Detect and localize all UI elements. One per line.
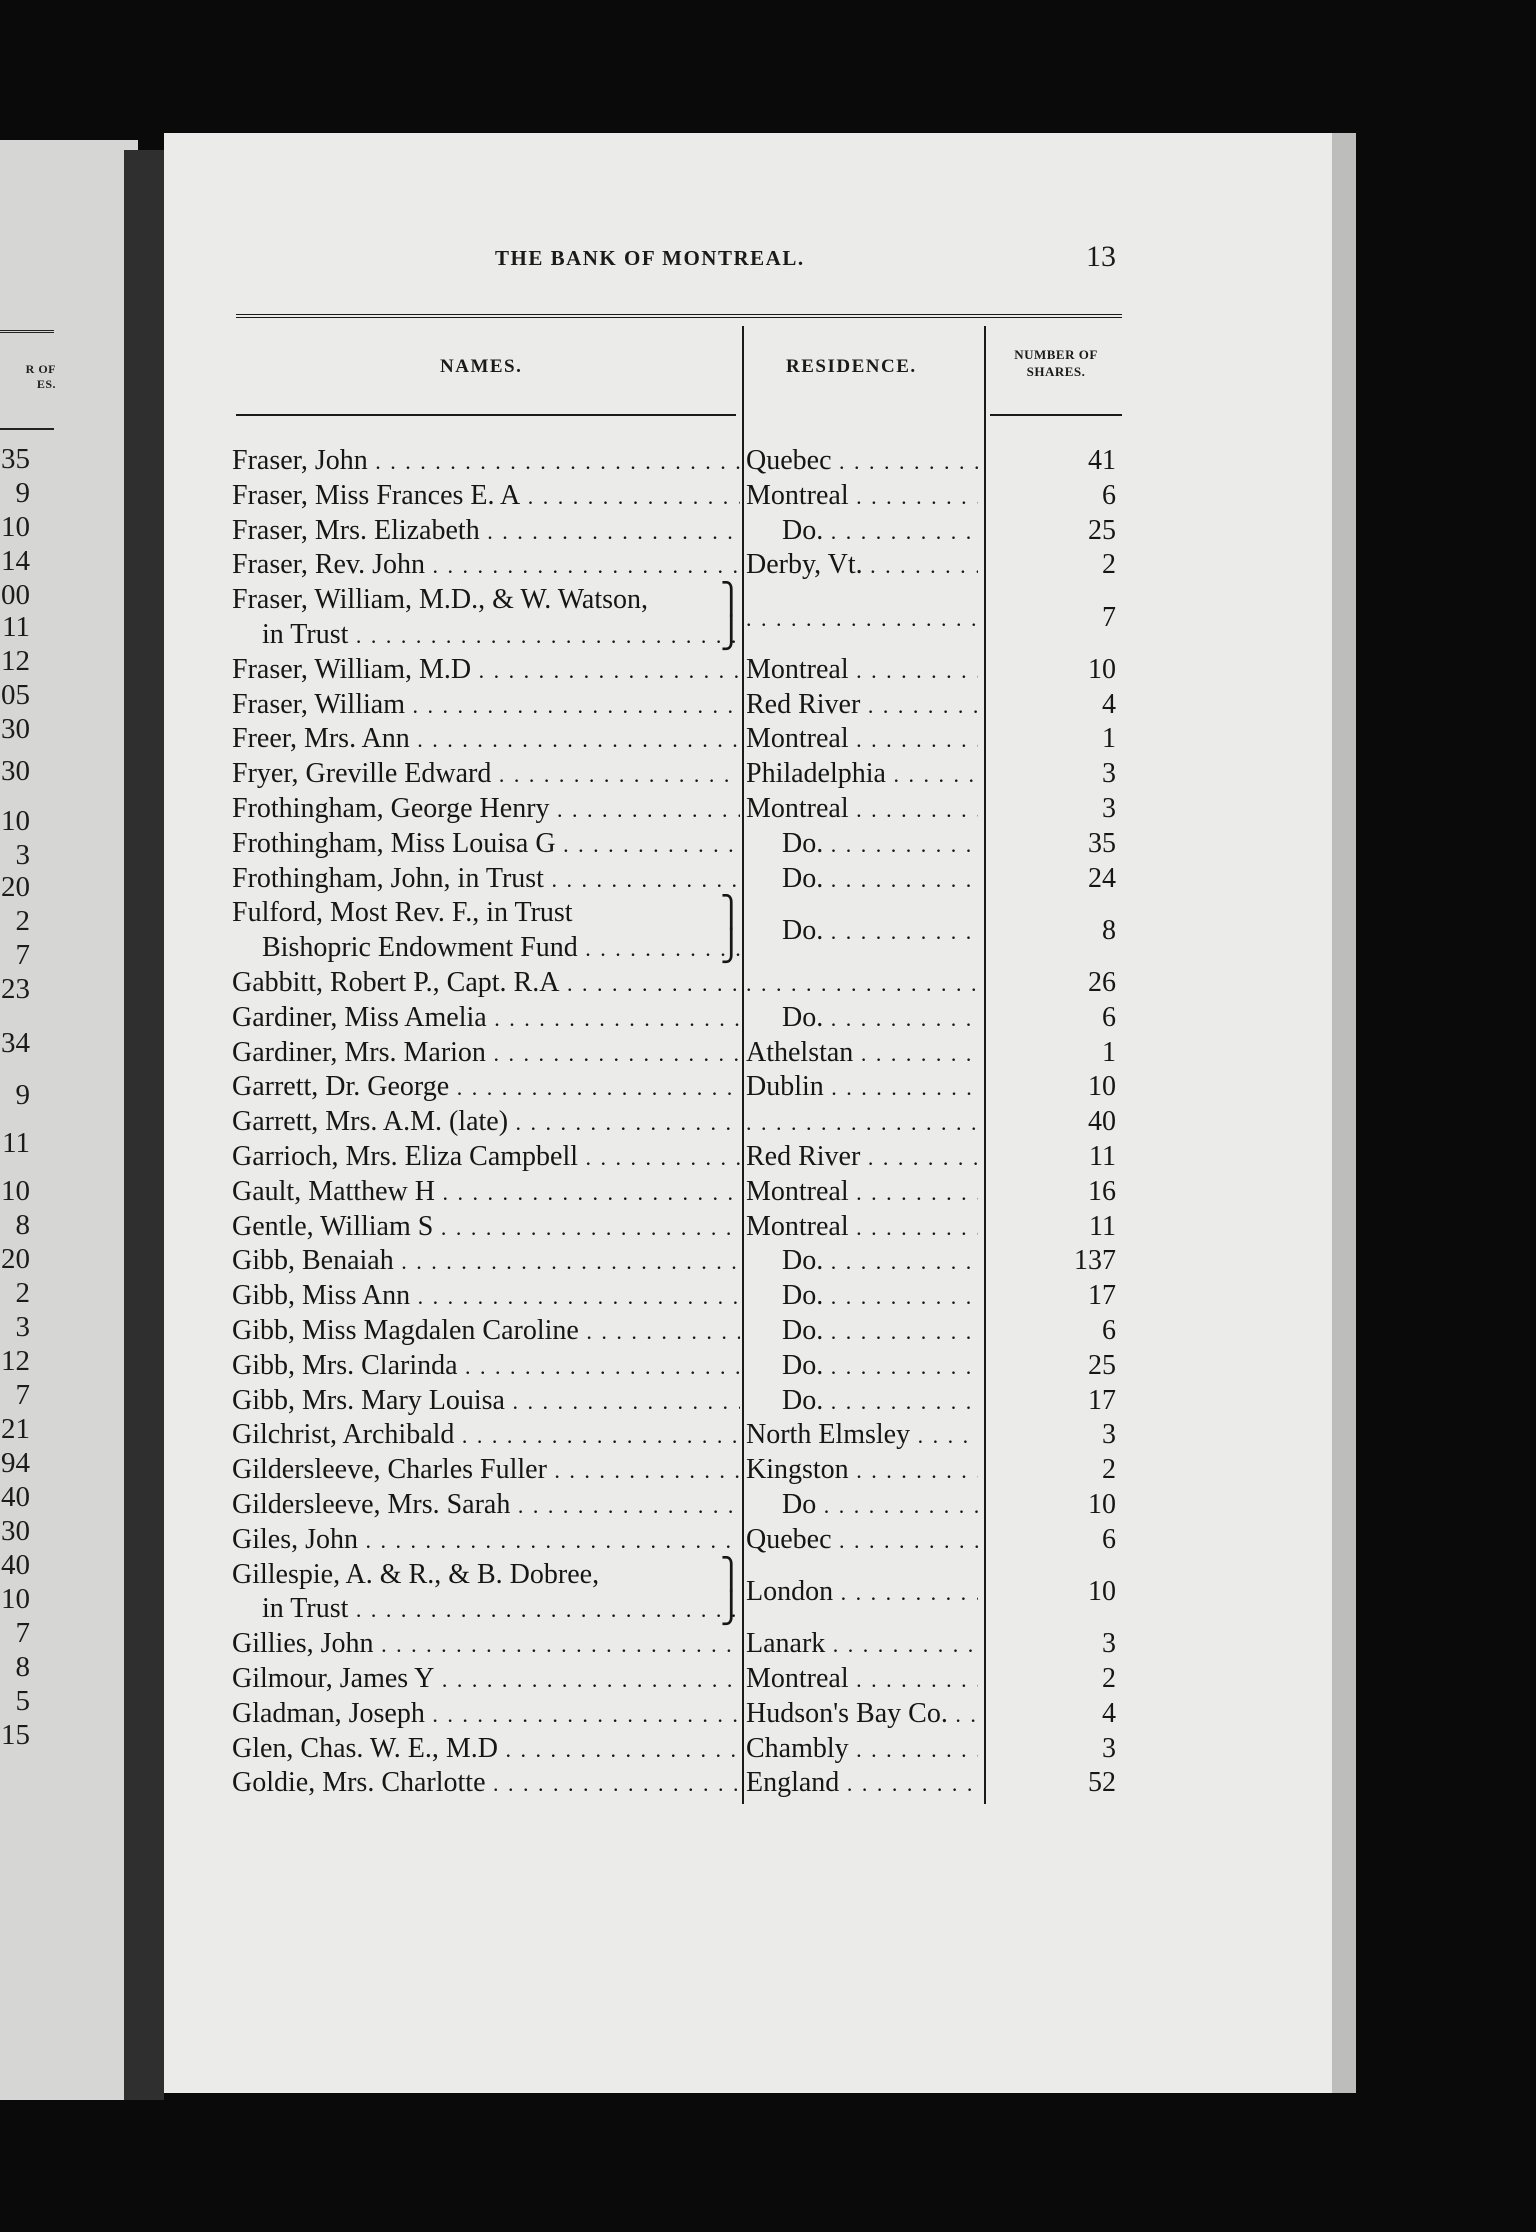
column-header-shares-line: SHARES. (1026, 364, 1086, 379)
shareholder-residence: Do. . . . (746, 827, 978, 862)
number-of-shares: 3 (1102, 793, 1116, 824)
number-of-shares: 10 (1088, 1071, 1116, 1103)
previous-page-share-count: 20 (1, 1243, 30, 1275)
previous-page-share-count: 7 (15, 939, 30, 971)
shareholder-residence: Montreal . . . (746, 1662, 978, 1697)
number-of-shares: 17 (1088, 1280, 1116, 1312)
shareholder-name: Freer, Mrs. Ann . . . (232, 722, 740, 757)
shareholder-name: Gibb, Mrs. Clarinda . . . (232, 1349, 740, 1384)
ledger-row (232, 688, 1116, 723)
number-of-shares: 4 (1102, 1697, 1116, 1729)
shareholder-name: Fraser, William, M.D . . . (232, 653, 740, 688)
previous-page-share-count: 40 (1, 1481, 30, 1513)
ledger-row (232, 966, 1116, 1001)
previous-page-share-count: 7 (15, 1617, 30, 1649)
number-of-shares: 2 (1102, 1454, 1116, 1486)
ledger-row (232, 862, 1116, 897)
number-of-shares: 10 (1088, 1489, 1116, 1520)
shareholder-name: Fulford, Most Rev. F., in Trust (232, 897, 573, 929)
number-of-shares: 7 (1102, 601, 1116, 633)
previous-page-share-count: 21 (1, 1413, 30, 1445)
number-of-shares: 1 (1102, 1036, 1116, 1068)
previous-page-share-count: 10 (1, 511, 30, 543)
number-of-shares: 6 (1102, 1315, 1116, 1346)
ledger-row (232, 1557, 1116, 1628)
previous-page-share-count: 20 (1, 871, 30, 903)
number-of-shares: 1 (1102, 723, 1116, 755)
number-of-shares: 17 (1088, 1384, 1116, 1416)
ledger-row (232, 1488, 1116, 1523)
previous-page-share-count: 10 (1, 805, 30, 837)
number-of-shares: 10 (1088, 1575, 1116, 1607)
previous-page-header-line: R OF (25, 362, 56, 376)
number-of-shares: 16 (1088, 1175, 1116, 1207)
shareholder-residence (746, 966, 978, 1001)
number-of-shares: 3 (1102, 758, 1116, 790)
page-number: 13 (1086, 240, 1116, 273)
shareholder-name: Gillies, John . . . (232, 1627, 740, 1662)
shareholder-name: Gladman, Joseph . . . (232, 1697, 740, 1732)
ledger-row (232, 1036, 1116, 1071)
ledger-row (232, 1140, 1116, 1175)
shareholder-residence: Kingston . . . (746, 1453, 978, 1488)
shareholder-residence: Athelstan . . . (746, 1036, 978, 1071)
shareholder-residence: Do. . . . (746, 862, 978, 897)
shareholder-name: Gabbitt, Robert P., Capt. R.A . . . (232, 966, 740, 1001)
shareholder-name: Gibb, Mrs. Mary Louisa . . . (232, 1384, 740, 1419)
ledger-row (232, 583, 1116, 653)
number-of-shares: 26 (1088, 967, 1116, 998)
shareholder-residence: Do. . . . (746, 1244, 978, 1279)
ledger-row (232, 514, 1116, 549)
shareholder-name: Fraser, John . . . (232, 444, 740, 479)
header-bottom-rule (236, 414, 736, 416)
previous-page-share-count: 15 (1, 1719, 30, 1751)
number-of-shares: 25 (1088, 514, 1116, 546)
shareholder-residence: Montreal . . . (746, 1175, 978, 1210)
header-top-rule (236, 314, 1122, 318)
ledger-row (232, 1523, 1116, 1558)
shareholder-name: Giles, John . . . (232, 1523, 740, 1558)
previous-page-share-count: 12 (1, 645, 30, 677)
ledger-row (232, 1732, 1116, 1767)
ledger-row (232, 1662, 1116, 1697)
previous-page-share-count: 3 (15, 839, 30, 871)
previous-page-header-line: ES. (36, 377, 56, 391)
page-edge (1332, 133, 1356, 2093)
shareholder-residence: Dublin . . . (746, 1070, 978, 1105)
previous-page-share-count: 10 (1, 1175, 30, 1207)
shareholder-name: Garrett, Mrs. A.M. (late) . . . (232, 1105, 740, 1140)
shareholder-residence: Do. . . . (746, 1349, 978, 1384)
previous-page (0, 140, 138, 2100)
shareholder-residence: Montreal . . . (746, 1210, 978, 1245)
shareholder-residence: Montreal . . . (746, 479, 978, 514)
shareholder-name: Goldie, Mrs. Charlotte . . . (232, 1766, 740, 1801)
shareholder-name-continued: in Trust . . . (232, 1592, 740, 1627)
shareholder-name: Frothingham, Miss Louisa G . . . (232, 827, 740, 862)
shareholder-name: Fraser, Miss Frances E. A . . . (232, 479, 740, 514)
previous-page-share-count: 35 (1, 443, 30, 475)
ledger-row (232, 1418, 1116, 1453)
book-gutter (124, 150, 164, 2100)
shareholder-residence: London . . . (746, 1575, 978, 1610)
shareholder-residence: Do. . . . (746, 1001, 978, 1036)
shareholder-residence: Quebec . . . (746, 444, 978, 479)
shareholder-residence: Do . . . (746, 1488, 978, 1523)
previous-page-share-count: 23 (1, 973, 30, 1005)
shareholder-residence: Montreal . . . (746, 653, 978, 688)
previous-page-share-count: 11 (2, 1127, 30, 1159)
previous-page-share-count: 8 (15, 1209, 30, 1241)
shareholder-residence: Hudson's Bay Co. . . . (746, 1697, 978, 1732)
previous-page-share-count: 05 (1, 679, 30, 711)
ledger-row (232, 1766, 1116, 1801)
shareholder-residence: North Elmsley . . . (746, 1418, 978, 1453)
ledger-row (232, 1349, 1116, 1384)
number-of-shares: 41 (1088, 445, 1116, 476)
previous-page-share-count: 30 (1, 1515, 30, 1547)
shareholder-name: Fryer, Greville Edward . . . (232, 757, 740, 792)
ledger-row (232, 722, 1116, 757)
ledger-row (232, 653, 1116, 688)
number-of-shares: 137 (1074, 1245, 1116, 1277)
shareholder-residence: Lanark . . . (746, 1627, 978, 1662)
shareholder-name: Gildersleeve, Charles Fuller . . . (232, 1453, 740, 1488)
shareholder-name-continued: Bishopric Endowment Fund . . . (232, 931, 740, 966)
shareholder-name: Gibb, Miss Magdalen Caroline . . . (232, 1314, 740, 1349)
previous-page-share-count: 94 (1, 1447, 30, 1479)
ledger-row (232, 896, 1116, 966)
number-of-shares: 6 (1102, 479, 1116, 511)
shareholder-residence (746, 601, 978, 636)
shareholder-name: Gibb, Benaiah . . . (232, 1244, 740, 1279)
number-of-shares: 11 (1089, 1141, 1116, 1172)
number-of-shares: 11 (1089, 1210, 1116, 1242)
header-bottom-rule-shares (990, 414, 1122, 416)
shareholder-residence: Do. . . . (746, 1314, 978, 1349)
number-of-shares: 6 (1102, 1523, 1116, 1555)
shareholder-name: Gardiner, Mrs. Marion . . . (232, 1036, 740, 1071)
number-of-shares: 25 (1088, 1349, 1116, 1381)
previous-page-top-rule (0, 330, 54, 333)
number-of-shares: 3 (1102, 1419, 1116, 1451)
shareholder-name: Glen, Chas. W. E., M.D . . . (232, 1732, 740, 1767)
previous-page-header-rule (0, 428, 54, 430)
ledger-row (232, 792, 1116, 827)
shareholder-name: Gardiner, Miss Amelia . . . (232, 1001, 740, 1036)
ledger-row (232, 1070, 1116, 1105)
shareholder-residence: Do. . . . (746, 1279, 978, 1314)
previous-page-share-count: 34 (1, 1027, 30, 1059)
shareholder-name: Gault, Matthew H . . . (232, 1175, 740, 1210)
ledger-row (232, 1453, 1116, 1488)
shareholder-residence: Do. . . . (746, 914, 978, 949)
previous-page-share-count: 8 (15, 1651, 30, 1683)
previous-page-share-count: 7 (15, 1379, 30, 1411)
brace-glyph: ⎫ ⎭ (720, 896, 743, 964)
ledger-row (232, 1384, 1116, 1419)
previous-page-share-count: 11 (2, 611, 30, 643)
previous-page-share-count: 2 (15, 905, 30, 937)
previous-page-share-count: 2 (15, 1277, 30, 1309)
brace-glyph: ⎫ ⎭ (720, 1557, 743, 1625)
shareholder-residence: Chambly . . . (746, 1732, 978, 1767)
ledger-row (232, 1279, 1116, 1314)
ledger-row (232, 1210, 1116, 1245)
number-of-shares: 4 (1102, 688, 1116, 720)
previous-page-column-header (0, 362, 56, 392)
previous-page-share-count: 12 (1, 1345, 30, 1377)
previous-page-share-count: 5 (15, 1685, 30, 1717)
number-of-shares: 3 (1102, 1628, 1116, 1660)
previous-page-share-count: 14 (1, 545, 30, 577)
shareholder-name-continued: in Trust . . . (232, 618, 740, 653)
brace-glyph: ⎫ ⎭ (720, 583, 743, 651)
previous-page-share-count: 40 (1, 1549, 30, 1581)
number-of-shares: 2 (1102, 1663, 1116, 1694)
shareholder-residence: Montreal . . . (746, 792, 978, 827)
shareholder-residence: Do. . . . (746, 1384, 978, 1419)
number-of-shares: 35 (1088, 827, 1116, 859)
number-of-shares: 6 (1102, 1001, 1116, 1033)
shareholder-name: Gentle, William S . . . (232, 1210, 740, 1245)
shareholder-name: Gilmour, James Y . . . (232, 1662, 740, 1697)
shareholder-residence: Quebec . . . (746, 1523, 978, 1558)
number-of-shares: 10 (1088, 653, 1116, 685)
shareholder-name: Fraser, Rev. John . . . (232, 548, 740, 583)
ledger-row (232, 1697, 1116, 1732)
ledger-row (232, 479, 1116, 514)
running-head: THE BANK OF MONTREAL. (495, 246, 805, 270)
shareholder-residence: Do. . . . (746, 514, 978, 549)
previous-page-share-count: 10 (1, 1583, 30, 1615)
shareholder-residence: Red River . . . (746, 1140, 978, 1175)
shareholder-name: Garrett, Dr. George . . . (232, 1070, 740, 1105)
shareholder-name: Gilchrist, Archibald . . . (232, 1418, 740, 1453)
shareholder-name: Gildersleeve, Mrs. Sarah . . . (232, 1488, 740, 1523)
shareholder-residence (746, 1105, 978, 1140)
shareholder-name: Gibb, Miss Ann . . . (232, 1279, 740, 1314)
ledger-row (232, 1001, 1116, 1036)
shareholder-name: Fraser, Mrs. Elizabeth . . . (232, 514, 740, 549)
shareholder-name: Frothingham, George Henry . . . (232, 792, 740, 827)
previous-page-share-count: 00 (1, 579, 30, 611)
shareholder-name: Frothingham, John, in Trust . . . (232, 862, 740, 897)
previous-page-share-count: 9 (15, 477, 30, 509)
ledger-row (232, 444, 1116, 479)
shareholder-residence: Montreal . . . (746, 722, 978, 757)
ledger-row (232, 1105, 1116, 1140)
column-header-shares (990, 346, 1122, 380)
shareholder-residence: Philadelphia . . . (746, 757, 978, 792)
number-of-shares: 40 (1088, 1106, 1116, 1138)
shareholder-residence: England . . . (746, 1766, 978, 1801)
shareholder-name: Garrioch, Mrs. Eliza Campbell . . . (232, 1140, 740, 1175)
ledger-row (232, 1314, 1116, 1349)
previous-page-share-count: 9 (15, 1079, 30, 1111)
ledger-row (232, 1175, 1116, 1210)
number-of-shares: 24 (1088, 862, 1116, 894)
shareholder-name: Gillespie, A. & R., & B. Dobree, (232, 1558, 600, 1590)
ledger-row (232, 548, 1116, 583)
shareholder-residence: Derby, Vt. . . . (746, 548, 978, 583)
number-of-shares: 52 (1088, 1767, 1116, 1799)
shareholder-name: Fraser, William . . . (232, 688, 740, 723)
previous-page-share-count: 30 (1, 755, 30, 787)
column-header-residence: RESIDENCE. (786, 356, 917, 377)
ledger-row (232, 1244, 1116, 1279)
column-header-names: NAMES. (440, 356, 523, 377)
number-of-shares: 2 (1102, 549, 1116, 581)
number-of-shares: 3 (1102, 1732, 1116, 1764)
ledger-row (232, 827, 1116, 862)
previous-page-share-count: 30 (1, 713, 30, 745)
shareholder-name: Fraser, William, M.D., & W. Watson, (232, 584, 649, 616)
column-header-shares-line: NUMBER OF (1014, 347, 1098, 362)
ledger-row (232, 757, 1116, 792)
number-of-shares: 8 (1102, 914, 1116, 946)
ledger-row (232, 1627, 1116, 1662)
previous-page-share-count: 3 (15, 1311, 30, 1343)
shareholder-residence: Red River . . . (746, 688, 978, 723)
